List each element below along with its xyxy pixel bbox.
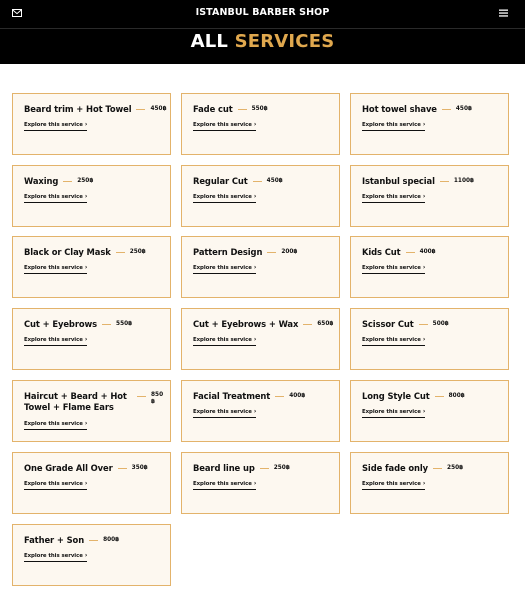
service-price: 400฿ — [289, 393, 306, 399]
service-price: 250฿ — [129, 249, 146, 255]
page-title-part2: SERVICES — [234, 31, 335, 52]
service-name: Istanbul special — [362, 176, 435, 186]
separator-dash — [136, 109, 145, 110]
separator-dash — [63, 181, 72, 182]
service-card[interactable] — [12, 452, 171, 514]
service-price: 450฿ — [150, 106, 167, 112]
service-price: 450฿ — [266, 178, 283, 184]
service-name: Haircut + Beard + Hot Towel + Flame Ears — [24, 391, 127, 412]
service-card[interactable] — [350, 165, 509, 227]
separator-dash — [440, 181, 449, 182]
explore-service-link[interactable]: Explore this service › — [193, 121, 256, 131]
chevron-right-icon: › — [422, 336, 426, 343]
explore-service-link[interactable]: Explore this service › — [24, 193, 87, 203]
service-name: Pattern Design — [193, 247, 263, 257]
explore-service-link[interactable]: Explore this service › — [362, 480, 425, 490]
service-name: Beard line up — [193, 463, 255, 473]
explore-service-link[interactable]: Explore this service › — [193, 480, 256, 490]
chevron-right-icon: › — [253, 193, 257, 200]
explore-service-link[interactable]: Explore this service › — [362, 264, 425, 274]
service-price: 250฿ — [447, 465, 464, 471]
separator-dash — [433, 468, 442, 469]
chevron-right-icon: › — [84, 420, 88, 427]
service-card[interactable] — [181, 452, 340, 514]
service-name: Kids Cut — [362, 247, 401, 257]
explore-service-link[interactable]: Explore this service › — [24, 480, 87, 490]
chevron-right-icon: › — [422, 408, 426, 415]
brand-name[interactable]: ISTANBUL BARBER SHOP — [195, 7, 330, 18]
chevron-right-icon: › — [253, 408, 257, 415]
explore-service-link[interactable]: Explore this service › — [193, 264, 256, 274]
chevron-right-icon: › — [422, 193, 426, 200]
explore-service-link[interactable]: Explore this service › — [24, 121, 87, 131]
explore-service-link[interactable]: Explore this service › — [24, 552, 87, 562]
service-name: One Grade All Over — [24, 463, 113, 473]
service-card[interactable] — [181, 236, 340, 298]
explore-service-link[interactable]: Explore this service › — [362, 336, 425, 346]
separator-dash — [419, 324, 428, 325]
explore-service-link[interactable]: Explore this service › — [24, 264, 87, 274]
service-card[interactable] — [350, 236, 509, 298]
service-price: 250฿ — [273, 465, 290, 471]
chevron-right-icon: › — [84, 121, 88, 128]
separator-dash — [303, 324, 312, 325]
service-name: Long Style Cut — [362, 391, 430, 401]
explore-service-link[interactable]: Explore this service › — [362, 408, 425, 418]
service-name: Side fade only — [362, 463, 429, 473]
separator-dash — [275, 396, 284, 397]
chevron-right-icon: › — [84, 552, 88, 559]
service-price: 350฿ — [131, 465, 148, 471]
service-name: Scissor Cut — [362, 319, 414, 329]
chevron-right-icon: › — [422, 121, 426, 128]
service-name: Fade cut — [193, 104, 233, 114]
chevron-right-icon: › — [253, 336, 257, 343]
service-name: Black or Clay Mask — [24, 247, 111, 257]
chevron-right-icon: › — [84, 336, 88, 343]
service-card[interactable] — [12, 165, 171, 227]
explore-service-link[interactable]: Explore this service › — [193, 408, 256, 418]
explore-service-link[interactable]: Explore this service › — [24, 420, 87, 430]
service-card[interactable] — [350, 452, 509, 514]
page-title-part1: ALL — [190, 31, 229, 52]
service-price: 250฿ — [77, 178, 94, 184]
separator-dash — [260, 468, 269, 469]
service-price: 500฿ — [432, 321, 449, 327]
service-card[interactable] — [350, 93, 509, 155]
chevron-right-icon: › — [84, 193, 88, 200]
explore-service-link[interactable]: Explore this service › — [362, 193, 425, 203]
service-card[interactable] — [350, 308, 509, 370]
service-name: Cut + Eyebrows — [24, 319, 98, 329]
separator-dash — [137, 396, 146, 397]
service-card[interactable] — [12, 524, 171, 586]
service-card[interactable] — [181, 308, 340, 370]
separator-dash — [118, 468, 127, 469]
separator-dash — [267, 252, 276, 253]
service-price: 200฿ — [281, 249, 298, 255]
chevron-right-icon: › — [84, 264, 88, 271]
service-name: Regular Cut — [193, 176, 248, 186]
service-name: Facial Treatment — [193, 391, 271, 401]
service-price: 650฿ — [317, 321, 334, 327]
service-card[interactable] — [12, 308, 171, 370]
explore-service-link[interactable]: Explore this service › — [24, 336, 87, 346]
explore-service-link[interactable]: Explore this service › — [362, 121, 425, 131]
chevron-right-icon: › — [253, 121, 257, 128]
chevron-right-icon: › — [253, 264, 257, 271]
service-price: 450฿ — [455, 106, 473, 112]
service-price: 400฿ — [419, 249, 436, 255]
separator-dash — [435, 396, 444, 397]
separator-dash — [102, 324, 111, 325]
chevron-right-icon: › — [253, 480, 257, 487]
service-card[interactable] — [12, 236, 171, 298]
separator-dash — [253, 181, 262, 182]
service-price: 800฿ — [448, 393, 465, 399]
service-name: Father + Son — [24, 535, 85, 545]
service-price: 550฿ — [116, 321, 133, 327]
separator-dash — [238, 109, 247, 110]
service-price: 800฿ — [103, 537, 120, 543]
service-card[interactable] — [350, 380, 509, 442]
service-price: 550฿ — [251, 106, 268, 112]
explore-service-link[interactable]: Explore this service › — [193, 336, 256, 346]
separator-dash — [89, 540, 98, 541]
service-card[interactable] — [12, 380, 171, 442]
explore-service-link[interactable]: Explore this service › — [193, 193, 256, 203]
service-card[interactable] — [12, 93, 171, 155]
service-card[interactable] — [181, 380, 340, 442]
service-card[interactable] — [181, 93, 340, 155]
separator-dash — [116, 252, 125, 253]
service-name: Hot towel shave — [362, 104, 437, 114]
service-price: 1100฿ — [453, 178, 475, 184]
service-price: 850 ฿ — [151, 392, 164, 405]
separator-dash — [406, 252, 415, 253]
separator-dash — [442, 109, 451, 110]
chevron-right-icon: › — [422, 480, 426, 487]
service-card[interactable] — [181, 165, 340, 227]
chevron-right-icon: › — [84, 480, 88, 487]
chevron-right-icon: › — [422, 264, 426, 271]
service-name: Waxing — [24, 176, 59, 186]
service-name: Cut + Eyebrows + Wax — [193, 319, 299, 329]
service-name: Beard trim + Hot Towel — [24, 104, 132, 114]
